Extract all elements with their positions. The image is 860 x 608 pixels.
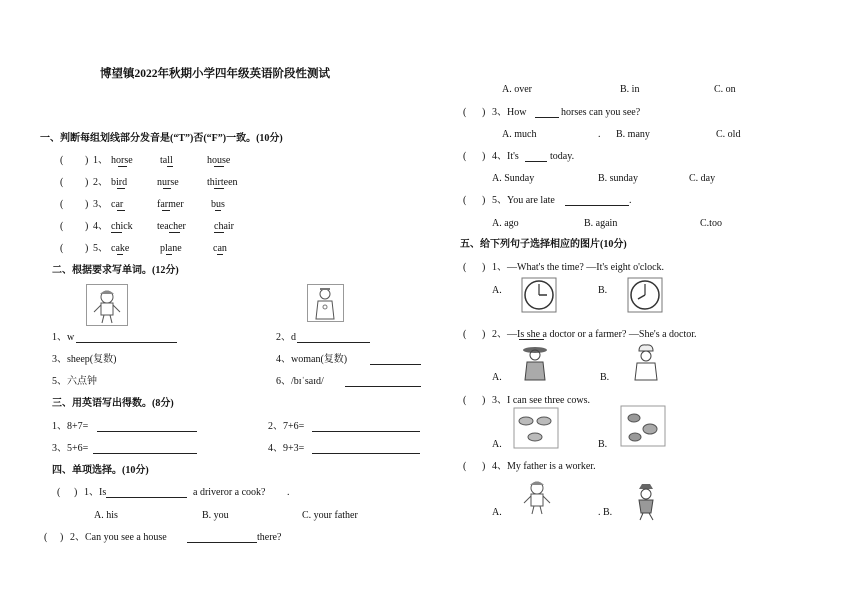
row-num: 3、 bbox=[93, 199, 108, 210]
s4-q3: 3、How bbox=[492, 107, 527, 118]
clock-picture-a[interactable] bbox=[520, 276, 558, 314]
option-c[interactable]: C.too bbox=[700, 218, 722, 229]
s3-item-1: 1、8+7= bbox=[52, 421, 89, 432]
worker-picture[interactable] bbox=[518, 477, 556, 515]
s4-q4-rest: today. bbox=[550, 151, 575, 162]
answer-line[interactable] bbox=[370, 364, 421, 365]
paren-open: ( bbox=[463, 395, 467, 406]
option-b[interactable]: B. you bbox=[202, 510, 229, 521]
s2-item-3: 3、sheep(复数) bbox=[52, 354, 117, 365]
s4-q5-rest: . bbox=[629, 195, 632, 206]
word-3: thirteen bbox=[207, 177, 238, 188]
answer-line[interactable] bbox=[525, 161, 547, 162]
s2-item-2: 2、d bbox=[276, 332, 296, 343]
option-a[interactable]: A. over bbox=[502, 84, 532, 95]
section-2-heading: 二、根据要求写单词。(12分) bbox=[52, 265, 179, 276]
answer-line[interactable] bbox=[312, 453, 420, 454]
paren-open: ( bbox=[57, 487, 61, 498]
paren-close: ) bbox=[482, 107, 486, 118]
animals-picture[interactable] bbox=[620, 405, 666, 447]
paren-open: ( bbox=[60, 199, 64, 210]
answer-line[interactable] bbox=[97, 431, 197, 432]
choice-a-label: A. bbox=[492, 372, 502, 383]
option-dot: . bbox=[598, 129, 601, 140]
option-b[interactable]: B. sunday bbox=[598, 173, 638, 184]
word-1: bird bbox=[111, 177, 128, 188]
word-2: teacher bbox=[157, 221, 186, 232]
s2-item-4: 4、woman(复数) bbox=[276, 354, 348, 365]
paren-close: ) bbox=[85, 199, 89, 210]
word-3: house bbox=[207, 155, 231, 166]
s5-q4: 4、My father is a worker. bbox=[492, 461, 596, 472]
answer-line[interactable] bbox=[345, 386, 421, 387]
paren-open: ( bbox=[463, 329, 467, 340]
paren-close: ) bbox=[482, 151, 486, 162]
s2-item-1: 1、w bbox=[52, 332, 75, 343]
word-3: can bbox=[213, 243, 227, 254]
s5-q3: 3、I can see three cows. bbox=[492, 395, 591, 406]
choice-a-label: A. bbox=[492, 285, 502, 296]
option-b[interactable]: B. again bbox=[584, 218, 618, 229]
row-num: 2、 bbox=[93, 177, 108, 188]
paren-close: ) bbox=[85, 221, 89, 232]
s4-q1-rest: a driveror a cook? bbox=[193, 487, 266, 498]
answer-line[interactable] bbox=[312, 431, 420, 432]
option-a[interactable]: A. Sunday bbox=[492, 173, 535, 184]
paren-close: ) bbox=[85, 155, 89, 166]
answer-line[interactable] bbox=[187, 542, 257, 543]
answer-line[interactable] bbox=[565, 205, 629, 206]
section-3-heading: 三、用英语写出得数。(8分) bbox=[52, 398, 174, 409]
row-num: 1、 bbox=[93, 155, 108, 166]
word-2: tall bbox=[160, 155, 173, 166]
answer-line[interactable] bbox=[93, 453, 197, 454]
s4-q2: 2、Can you see a house bbox=[70, 532, 167, 543]
choice-b-label: B. bbox=[598, 439, 608, 450]
paren-open: ( bbox=[60, 155, 64, 166]
answer-line[interactable] bbox=[76, 342, 177, 343]
option-a[interactable]: A. much bbox=[502, 129, 537, 140]
choice-b-label: . B. bbox=[598, 507, 613, 518]
paren-open: ( bbox=[60, 177, 64, 188]
paren-close: ) bbox=[482, 262, 486, 273]
word-1: horse bbox=[111, 155, 133, 166]
s3-item-4: 4、9+3= bbox=[268, 443, 305, 454]
row-num: 5、 bbox=[93, 243, 108, 254]
choice-b-label: B. bbox=[598, 285, 608, 296]
paren-close: ) bbox=[85, 177, 89, 188]
word-3: chair bbox=[214, 221, 234, 232]
paren-close: ) bbox=[60, 532, 64, 543]
paren-open: ( bbox=[463, 262, 467, 273]
option-a[interactable]: A. his bbox=[94, 510, 118, 521]
paren-open: ( bbox=[44, 532, 48, 543]
word-2: farmer bbox=[157, 199, 184, 210]
page-title: 博望镇2022年秋期小学四年级英语阶段性测试 bbox=[100, 68, 330, 80]
cows-picture[interactable] bbox=[513, 407, 559, 449]
option-c[interactable]: C. on bbox=[714, 84, 736, 95]
option-c[interactable]: C. your father bbox=[302, 510, 358, 521]
choice-a-label: A. bbox=[492, 507, 502, 518]
section-5-heading: 五、给下列句子选择相应的图片(10分) bbox=[460, 239, 627, 250]
s4-q1-dot: . bbox=[287, 487, 290, 498]
row-num: 4、 bbox=[93, 221, 108, 232]
option-c[interactable]: C. old bbox=[716, 129, 741, 140]
answer-line[interactable] bbox=[106, 497, 187, 498]
s4-q3-rest: horses can you see? bbox=[561, 107, 641, 118]
word-1: car bbox=[111, 199, 124, 210]
paren-close: ) bbox=[74, 487, 78, 498]
option-b[interactable]: B. in bbox=[620, 84, 640, 95]
s3-item-2: 2、7+6= bbox=[268, 421, 305, 432]
paren-open: ( bbox=[60, 221, 64, 232]
s5-q2: 2、—Is she a doctor or a farmer? —She's a doctor. bbox=[492, 329, 697, 340]
paren-open: ( bbox=[60, 243, 64, 254]
s2-item-5: 5、六点钟 bbox=[52, 376, 97, 387]
s4-q1: 1、Is bbox=[84, 487, 107, 498]
option-b[interactable]: B. many bbox=[616, 129, 650, 140]
cook-picture[interactable] bbox=[626, 342, 666, 382]
section-1-heading: 一、判断每组划线部分发音是(“T”)否(“F”)一致。(10分) bbox=[40, 133, 283, 144]
man-picture[interactable] bbox=[626, 481, 666, 521]
option-a[interactable]: A. ago bbox=[492, 218, 519, 229]
doctor-picture bbox=[307, 284, 344, 322]
word-1: cake bbox=[111, 243, 130, 254]
option-c[interactable]: C. day bbox=[689, 173, 716, 184]
clock-picture-b[interactable] bbox=[626, 276, 664, 314]
s5-q1: 1、—What's the time? —It's eight o'clock. bbox=[492, 262, 665, 273]
paren-open: ( bbox=[463, 151, 467, 162]
paren-close: ) bbox=[482, 329, 486, 340]
paren-close: ) bbox=[482, 461, 486, 472]
paren-open: ( bbox=[463, 195, 467, 206]
word-1: chick bbox=[111, 221, 133, 232]
s2-item-6: 6、/bɪˈsaɪd/ bbox=[276, 376, 324, 387]
paren-close: ) bbox=[482, 195, 486, 206]
choice-a-label: A. bbox=[492, 439, 502, 450]
word-3: bus bbox=[211, 199, 225, 210]
s4-q5: 5、You are late bbox=[492, 195, 555, 206]
word-2: nurse bbox=[157, 177, 179, 188]
choice-b-label: B. bbox=[600, 372, 610, 383]
paren-open: ( bbox=[463, 107, 467, 118]
paren-open: ( bbox=[463, 461, 467, 472]
answer-line[interactable] bbox=[297, 342, 370, 343]
paren-close: ) bbox=[482, 395, 486, 406]
word-2: plane bbox=[160, 243, 182, 254]
worker-picture bbox=[86, 284, 128, 326]
underline-mark bbox=[519, 339, 544, 340]
section-4-heading: 四、单项选择。(10分) bbox=[52, 465, 149, 476]
answer-line[interactable] bbox=[535, 117, 559, 118]
farmer-picture[interactable] bbox=[515, 342, 555, 382]
paren-close: ) bbox=[85, 243, 89, 254]
s4-q4: 4、It's bbox=[492, 151, 519, 162]
s4-q2-rest: there? bbox=[257, 532, 282, 543]
s3-item-3: 3、5+6= bbox=[52, 443, 89, 454]
